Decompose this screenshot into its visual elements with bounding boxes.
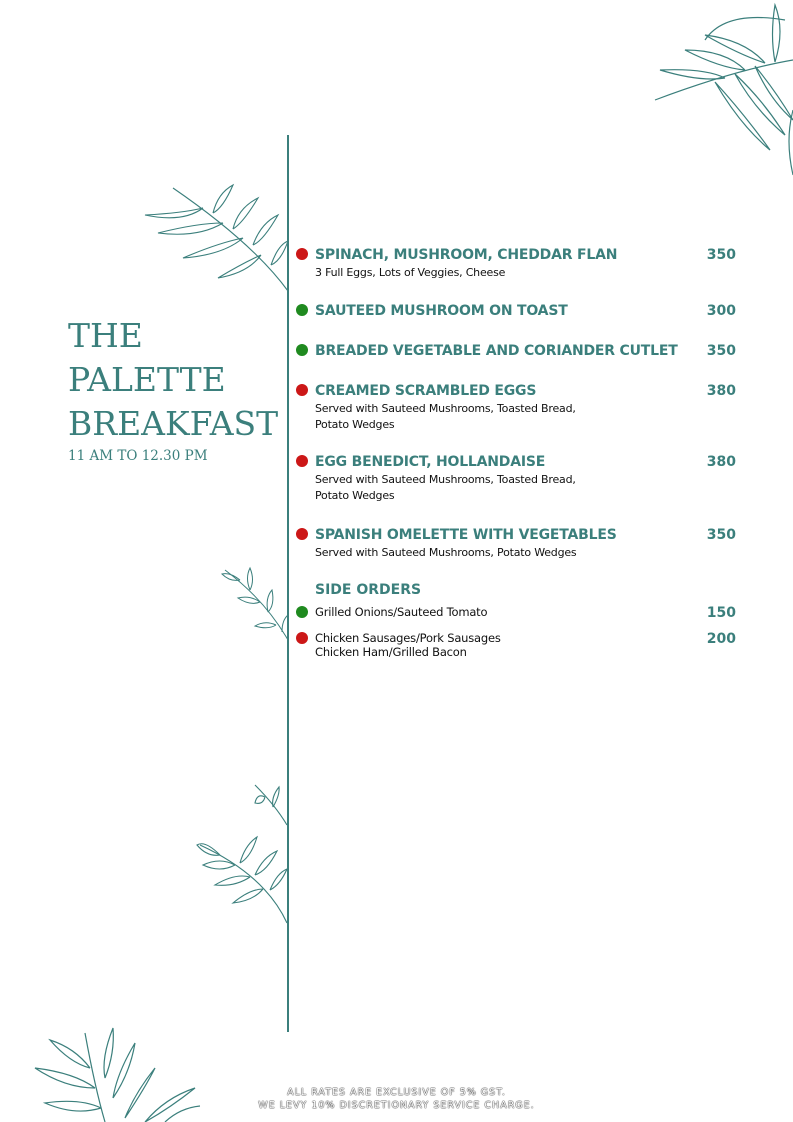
- item-price: 380: [706, 383, 736, 399]
- title-line: THE: [68, 316, 143, 355]
- menu-item: [296, 343, 736, 361]
- green-dot-icon: [296, 606, 308, 618]
- red-dot-icon: [296, 455, 308, 467]
- leaf-branch-icon: [143, 183, 289, 293]
- green-dot-icon: [296, 304, 308, 316]
- item-price: 350: [706, 247, 736, 263]
- item-price: 350: [706, 527, 736, 543]
- item-description: Served with Sauteed Mushrooms, Toasted Bread, Potato Wedges: [315, 402, 576, 431]
- leaf-branch-icon: [220, 560, 290, 642]
- side-order-item: [296, 631, 736, 661]
- menu-item: [296, 303, 736, 321]
- side-order-name: Grilled Onions/Sauteed Tomato: [315, 605, 488, 619]
- leaf-branch-icon: [195, 785, 289, 925]
- side-order-item: [296, 605, 736, 621]
- menu-item: [296, 247, 736, 281]
- item-name: SPANISH OMELETTE WITH VEGETABLES: [315, 527, 617, 543]
- item-name: SPINACH, MUSHROOM, CHEDDAR FLAN: [315, 247, 618, 263]
- menu-item: [296, 383, 736, 433]
- green-dot-icon: [296, 344, 308, 356]
- item-name: SAUTEED MUSHROOM ON TOAST: [315, 303, 568, 319]
- side-order-name: Chicken Sausages/Pork Sausages: [315, 631, 501, 645]
- red-dot-icon: [296, 384, 308, 396]
- item-name: CREAMED SCRAMBLED EGGS: [315, 383, 537, 399]
- red-dot-icon: [296, 632, 308, 644]
- side-order-name: Chicken Ham/Grilled Bacon: [315, 645, 467, 659]
- menu-item: [296, 454, 736, 504]
- item-price: 350: [706, 343, 736, 359]
- item-name: EGG BENEDICT, HOLLANDAISE: [315, 454, 546, 470]
- item-price: 380: [706, 454, 736, 470]
- title-line: PALETTE: [68, 360, 226, 399]
- footer-line: ALL RATES ARE EXCLUSIVE OF 5% GST.: [287, 1087, 506, 1098]
- footer-note: [0, 1086, 793, 1112]
- footer-line: WE LEVY 10% DISCRETIONARY SERVICE CHARGE.: [258, 1100, 535, 1111]
- red-dot-icon: [296, 528, 308, 540]
- item-description: Served with Sauteed Mushrooms, Toasted Bread, Potato Wedges: [315, 473, 576, 502]
- item-description: 3 Full Eggs, Lots of Veggies, Cheese: [315, 266, 506, 279]
- item-name: BREADED VEGETABLE AND CORIANDER CUTLET: [315, 343, 678, 359]
- title-line: BREAKFAST: [68, 404, 279, 443]
- side-orders-heading: SIDE ORDERS: [315, 582, 422, 598]
- side-order-price: 150: [706, 605, 736, 621]
- menu-item: [296, 527, 736, 561]
- vertical-divider: [287, 135, 289, 1032]
- menu-title: [68, 314, 278, 446]
- item-description: Served with Sauteed Mushrooms, Potato Wedges: [315, 546, 577, 559]
- side-order-price: 200: [706, 631, 736, 647]
- red-dot-icon: [296, 248, 308, 260]
- leaf-branch-icon: [645, 0, 793, 180]
- item-price: 300: [706, 303, 736, 319]
- serving-hours: 11 AM TO 12.30 PM: [68, 448, 208, 464]
